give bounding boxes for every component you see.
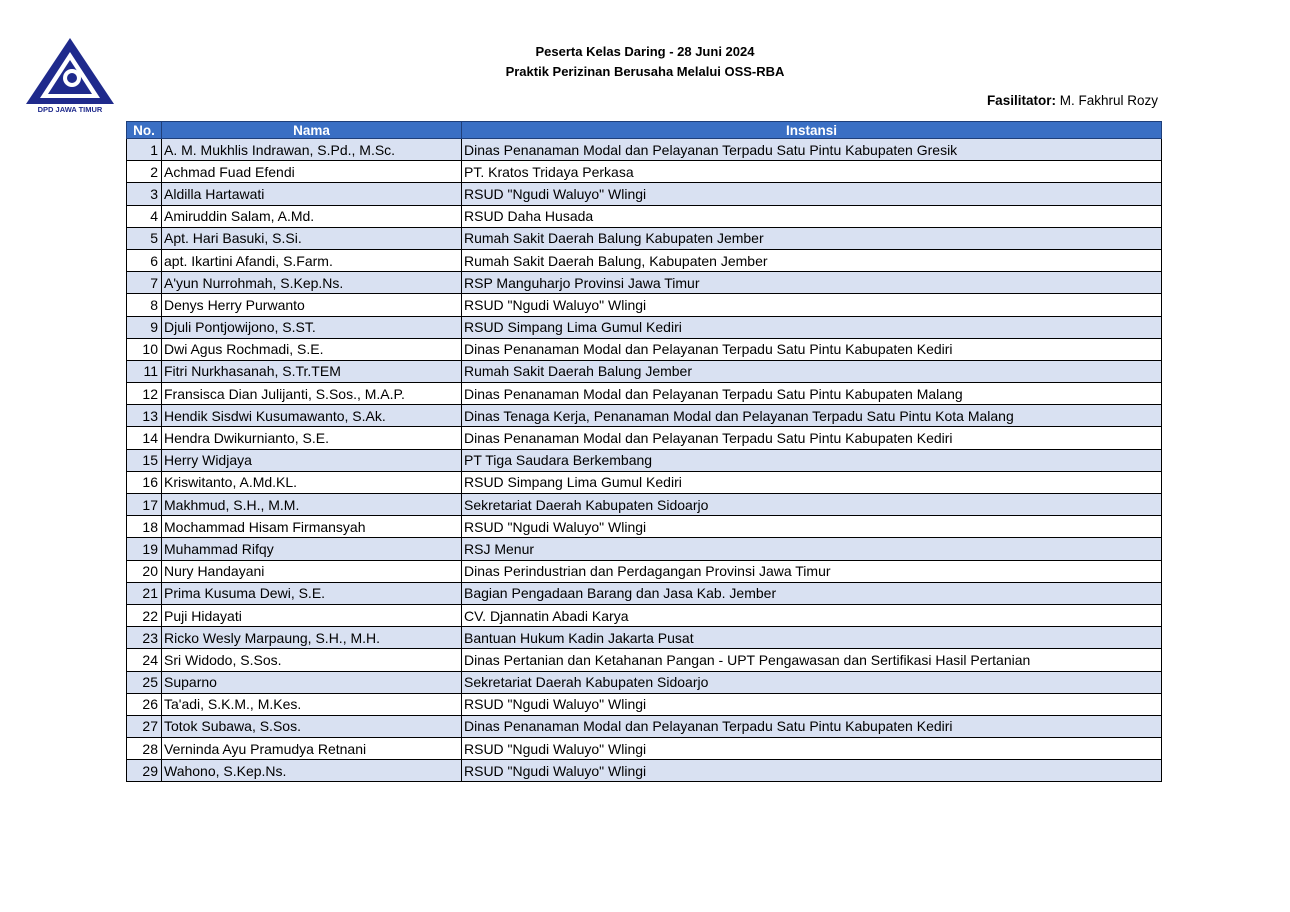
cell-nama: Apt. Hari Basuki, S.Si. xyxy=(162,227,462,249)
cell-no: 5 xyxy=(127,227,162,249)
document-title: Peserta Kelas Daring - 28 Juni 2024 xyxy=(535,44,755,59)
cell-no: 26 xyxy=(127,693,162,715)
cell-instansi: Dinas Penanaman Modal dan Pelayanan Terpadu Satu Pintu Kabupaten Kediri xyxy=(462,427,1162,449)
table-row xyxy=(127,161,1162,183)
cell-nama: Suparno xyxy=(162,671,462,693)
table-row xyxy=(127,604,1162,626)
table-row xyxy=(127,227,1162,249)
cell-nama: Prima Kusuma Dewi, S.E. xyxy=(162,582,462,604)
cell-no: 15 xyxy=(127,449,162,471)
cell-nama: Ricko Wesly Marpaung, S.H., M.H. xyxy=(162,627,462,649)
table-row xyxy=(127,471,1162,493)
cell-nama: A. M. Mukhlis Indrawan, S.Pd., M.Sc. xyxy=(162,139,462,161)
cell-instansi: PT Tiga Saudara Berkembang xyxy=(462,449,1162,471)
cell-instansi: Dinas Pertanian dan Ketahanan Pangan - UPT Pengawasan dan Sertifikasi Hasil Pertanian xyxy=(462,649,1162,671)
cell-nama: Herry Widjaya xyxy=(162,449,462,471)
table-row xyxy=(127,649,1162,671)
cell-instansi: Dinas Penanaman Modal dan Pelayanan Terpadu Satu Pintu Kabupaten Malang xyxy=(462,383,1162,405)
cell-no: 14 xyxy=(127,427,162,449)
table-row xyxy=(127,582,1162,604)
cell-no: 13 xyxy=(127,405,162,427)
facilitator-name: M. Fakhrul Rozy xyxy=(1059,93,1158,108)
cell-nama: Verninda Ayu Pramudya Retnani xyxy=(162,738,462,760)
table-row xyxy=(127,715,1162,737)
table-row xyxy=(127,627,1162,649)
cell-no: 17 xyxy=(127,494,162,516)
cell-no: 11 xyxy=(127,360,162,382)
cell-no: 3 xyxy=(127,183,162,205)
cell-nama: Achmad Fuad Efendi xyxy=(162,161,462,183)
table-row xyxy=(127,383,1162,405)
cell-no: 28 xyxy=(127,738,162,760)
cell-nama: Hendik Sisdwi Kusumawanto, S.Ak. xyxy=(162,405,462,427)
cell-instansi: Dinas Penanaman Modal dan Pelayanan Terpadu Satu Pintu Kabupaten Kediri xyxy=(462,715,1162,737)
column-header-instansi: Instansi xyxy=(462,122,1162,139)
cell-no: 25 xyxy=(127,671,162,693)
cell-no: 9 xyxy=(127,316,162,338)
cell-no: 8 xyxy=(127,294,162,316)
cell-instansi: RSJ Menur xyxy=(462,538,1162,560)
cell-nama: apt. Ikartini Afandi, S.Farm. xyxy=(162,249,462,271)
table-row xyxy=(127,338,1162,360)
cell-nama: Wahono, S.Kep.Ns. xyxy=(162,760,462,782)
cell-nama: Dwi Agus Rochmadi, S.E. xyxy=(162,338,462,360)
table-row xyxy=(127,139,1162,161)
table-row xyxy=(127,494,1162,516)
cell-instansi: Dinas Penanaman Modal dan Pelayanan Terpadu Satu Pintu Kabupaten Kediri xyxy=(462,338,1162,360)
cell-no: 7 xyxy=(127,272,162,294)
table-row xyxy=(127,738,1162,760)
cell-instansi: Dinas Tenaga Kerja, Penanaman Modal dan Pelayanan Terpadu Satu Pintu Kota Malang xyxy=(462,405,1162,427)
cell-no: 6 xyxy=(127,249,162,271)
logo-caption: DPD JAWA TIMUR xyxy=(37,105,103,114)
table-row xyxy=(127,316,1162,338)
cell-instansi: RSUD "Ngudi Waluyo" Wlingi xyxy=(462,760,1162,782)
table-row xyxy=(127,360,1162,382)
cell-instansi: RSUD "Ngudi Waluyo" Wlingi xyxy=(462,183,1162,205)
cell-instansi: Bagian Pengadaan Barang dan Jasa Kab. Jember xyxy=(462,582,1162,604)
document-title-block xyxy=(0,42,1290,82)
cell-instansi: Rumah Sakit Daerah Balung Kabupaten Jember xyxy=(462,227,1162,249)
cell-nama: Puji Hidayati xyxy=(162,604,462,626)
facilitator-line xyxy=(987,93,1158,108)
table-row xyxy=(127,205,1162,227)
document-subtitle: Praktik Perizinan Berusaha Melalui OSS-RBA xyxy=(505,64,785,79)
table-row xyxy=(127,693,1162,715)
cell-nama: Amiruddin Salam, A.Md. xyxy=(162,205,462,227)
cell-nama: Ta'adi, S.K.M., M.Kes. xyxy=(162,693,462,715)
facilitator-label: Fasilitator: xyxy=(986,93,1056,108)
cell-instansi: Sekretariat Daerah Kabupaten Sidoarjo xyxy=(462,494,1162,516)
cell-instansi: RSUD "Ngudi Waluyo" Wlingi xyxy=(462,294,1162,316)
cell-instansi: Rumah Sakit Daerah Balung Jember xyxy=(462,360,1162,382)
table-row xyxy=(127,294,1162,316)
cell-nama: Muhammad Rifqy xyxy=(162,538,462,560)
cell-no: 21 xyxy=(127,582,162,604)
table-row xyxy=(127,560,1162,582)
cell-nama: Nury Handayani xyxy=(162,560,462,582)
cell-no: 12 xyxy=(127,383,162,405)
cell-no: 1 xyxy=(127,139,162,161)
cell-instansi: RSP Manguharjo Provinsi Jawa Timur xyxy=(462,272,1162,294)
cell-instansi: CV. Djannatin Abadi Karya xyxy=(462,604,1162,626)
cell-instansi: Dinas Perindustrian dan Perdagangan Provinsi Jawa Timur xyxy=(462,560,1162,582)
cell-nama: Hendra Dwikurnianto, S.E. xyxy=(162,427,462,449)
table-row xyxy=(127,449,1162,471)
cell-no: 4 xyxy=(127,205,162,227)
cell-no: 20 xyxy=(127,560,162,582)
column-header-no: No. xyxy=(127,122,162,139)
table-row xyxy=(127,272,1162,294)
table-row xyxy=(127,249,1162,271)
cell-nama: Totok Subawa, S.Sos. xyxy=(162,715,462,737)
cell-no: 29 xyxy=(127,760,162,782)
cell-instansi: Dinas Penanaman Modal dan Pelayanan Terpadu Satu Pintu Kabupaten Gresik xyxy=(462,139,1162,161)
cell-nama: A'yun Nurrohmah, S.Kep.Ns. xyxy=(162,272,462,294)
cell-no: 24 xyxy=(127,649,162,671)
cell-no: 18 xyxy=(127,516,162,538)
cell-instansi: RSUD "Ngudi Waluyo" Wlingi xyxy=(462,693,1162,715)
cell-instansi: RSUD "Ngudi Waluyo" Wlingi xyxy=(462,516,1162,538)
table-row xyxy=(127,671,1162,693)
participants-table xyxy=(126,121,1162,782)
cell-nama: Sri Widodo, S.Sos. xyxy=(162,649,462,671)
table-row xyxy=(127,538,1162,560)
column-header-nama: Nama xyxy=(162,122,462,139)
table-body xyxy=(127,139,1162,782)
cell-nama: Makhmud, S.H., M.M. xyxy=(162,494,462,516)
cell-nama: Denys Herry Purwanto xyxy=(162,294,462,316)
cell-nama: Kriswitanto, A.Md.KL. xyxy=(162,471,462,493)
cell-instansi: RSUD Daha Husada xyxy=(462,205,1162,227)
cell-no: 2 xyxy=(127,161,162,183)
cell-nama: Fitri Nurkhasanah, S.Tr.TEM xyxy=(162,360,462,382)
table-row xyxy=(127,760,1162,782)
cell-no: 23 xyxy=(127,627,162,649)
cell-nama: Mochammad Hisam Firmansyah xyxy=(162,516,462,538)
cell-no: 19 xyxy=(127,538,162,560)
table-row xyxy=(127,405,1162,427)
cell-instansi: PT. Kratos Tridaya Perkasa xyxy=(462,161,1162,183)
cell-no: 16 xyxy=(127,471,162,493)
cell-nama: Djuli Pontjowijono, S.ST. xyxy=(162,316,462,338)
cell-instansi: RSUD Simpang Lima Gumul Kediri xyxy=(462,316,1162,338)
cell-no: 27 xyxy=(127,715,162,737)
cell-no: 10 xyxy=(127,338,162,360)
cell-nama: Aldilla Hartawati xyxy=(162,183,462,205)
cell-nama: Fransisca Dian Julijanti, S.Sos., M.A.P. xyxy=(162,383,462,405)
cell-instansi: RSUD Simpang Lima Gumul Kediri xyxy=(462,471,1162,493)
cell-instansi: Rumah Sakit Daerah Balung, Kabupaten Jember xyxy=(462,249,1162,271)
cell-instansi: RSUD "Ngudi Waluyo" Wlingi xyxy=(462,738,1162,760)
cell-instansi: Sekretariat Daerah Kabupaten Sidoarjo xyxy=(462,671,1162,693)
table-row xyxy=(127,427,1162,449)
cell-instansi: Bantuan Hukum Kadin Jakarta Pusat xyxy=(462,627,1162,649)
cell-no: 22 xyxy=(127,604,162,626)
table-row xyxy=(127,183,1162,205)
table-row xyxy=(127,516,1162,538)
table-header-row xyxy=(127,122,1162,139)
